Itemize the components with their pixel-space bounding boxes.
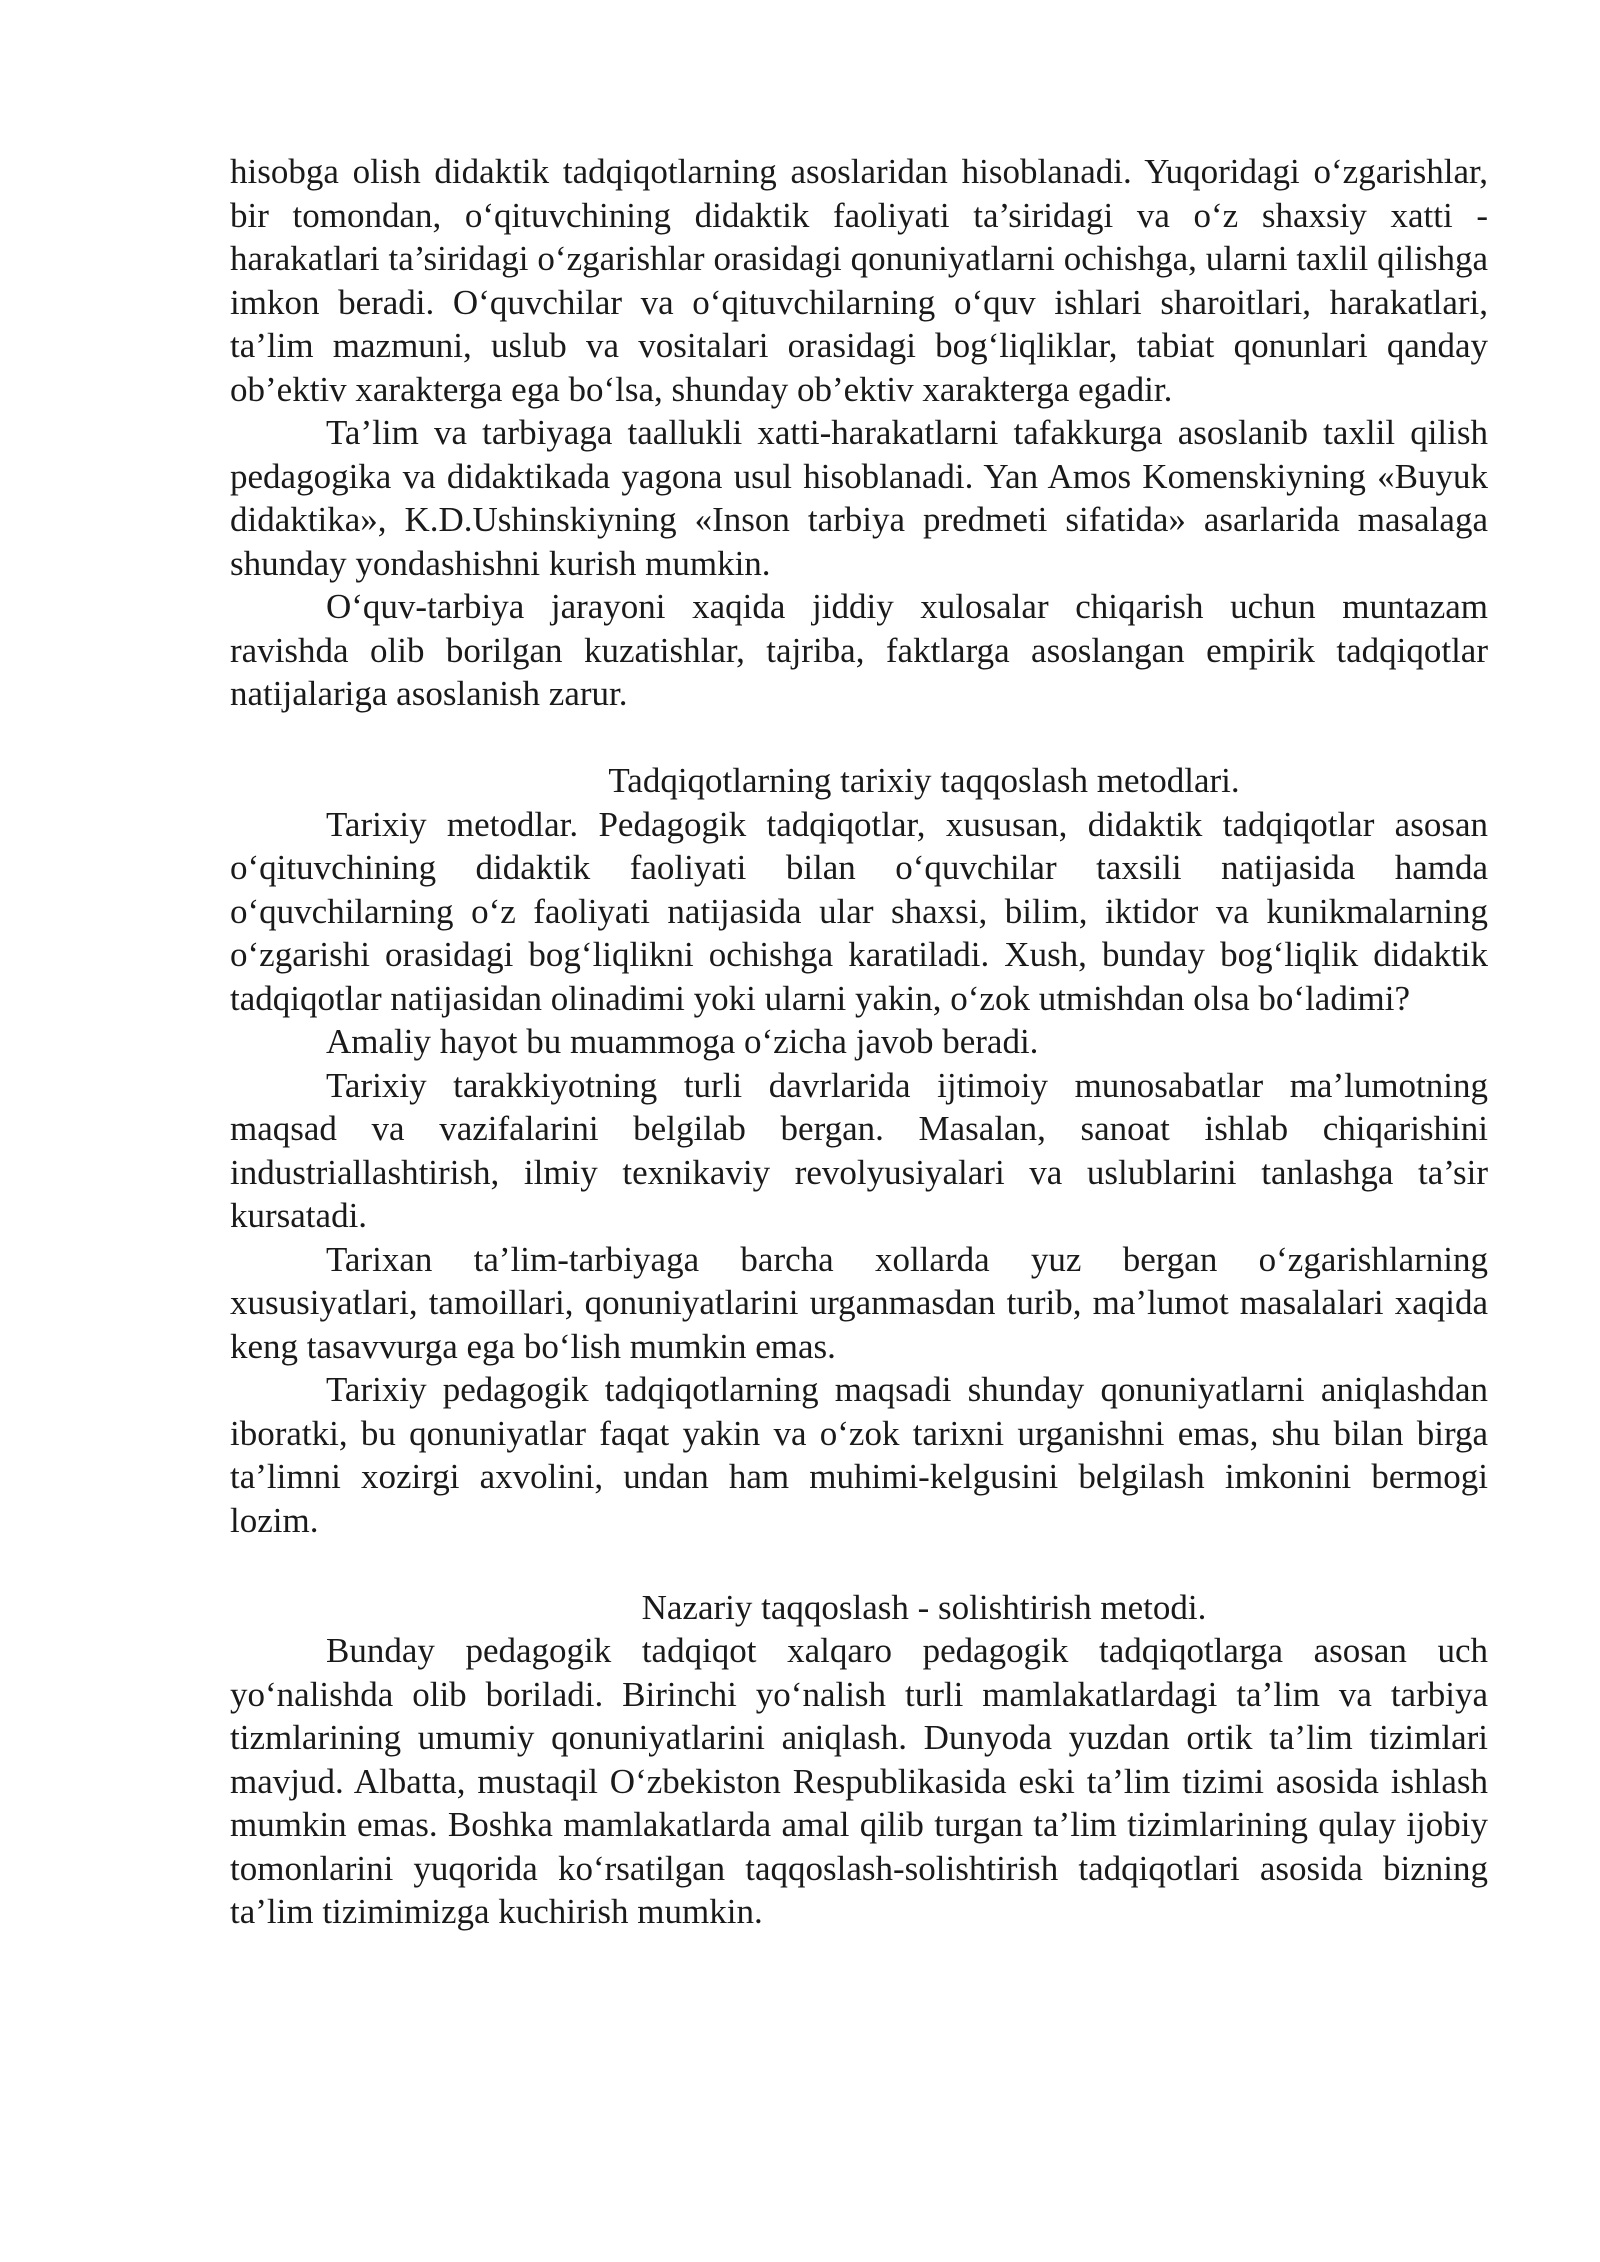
paragraph-continuation: hisobga olish didaktik tadqiqotlarning asoslaridan hisoblanadi. Yuqoridagi o‘zgarishlar, bir tomondan, o‘qituvchining didaktik faoliyati ta’siridagi va o‘z shaxsiy xatti - harakatlari ta’siridagi o‘zgarishlar orasidagi qonuniyatlarni ochishga, ularni taxlil qilishga imkon beradi. O‘quvchilar va o‘qituvchilarning o‘quv ishlari sharoitlari, harakatlari, ta’lim mazmuni, uslub va vositalari orasidagi bog‘liqliklar, tabiat qonunlari qanday ob’ektiv xarakterga ega bo‘lsa, shunday ob’ektiv xarakterga egadir.	[230, 152, 1488, 409]
section-heading-comparative: Nazariy taqqoslash - solishtirish metodi.	[641, 1587, 1207, 1627]
paragraph-tarixan: Tarixan ta’lim-tarbiyaga barcha xollarda yuz bergan o‘zgarishlarning xususiyatlari, tamoillari, qonuniyatlarini urganmasdan turib, ma’lumot masalalari xaqida keng tasavvurga ega bo‘lish mumkin emas.	[230, 1239, 1488, 1366]
section-spacer	[230, 716, 1488, 760]
paragraph-tarixiy-metodlar: Tarixiy metodlar. Pedagogik tadqiqotlar, xususan, didaktik tadqiqotlar asosan o‘qituvchining didaktik faoliyati bilan o‘quvchilar taxsili natijasida hamda o‘quvchilarning o‘z faoliyati natijasida ular shaxsi, bilim, iktidor va kunikmalarning o‘zgarishi orasidagi bog‘liqlikni ochishga karatiladi. Xush, bunday bog‘liqlik didaktik tadqiqotlar natijasidan olinadimi yoki ularni yakin, o‘zok utmishdan olsa bo‘ladimi?	[230, 804, 1488, 1018]
paragraph-tarixiy-tarakkiyot: Tarixiy tarakkiyotning turli davrlarida ijtimoiy munosabatlar ma’lumotning maqsad va vazifalarini belgilab bergan. Masalan, sanoat ishlab chiqarishini industriallashtirish, ilmiy texnikaviy revolyusiyalari va uslublarini tanlashga ta’sir kursatadi.	[230, 1065, 1488, 1235]
paragraph-oquv-tarbiya: O‘quv-tarbiya jarayoni xaqida jiddiy xulosalar chiqarish uchun muntazam ravishda olib borilgan kuzatishlar, tajriba, faktlarga asoslangan empirik tadqiqotlar natijalariga asoslanish zarur.	[230, 587, 1488, 713]
document-page	[230, 150, 1488, 1934]
paragraph-bunday-pedagogik: Bunday pedagogik tadqiqot xalqaro pedagogik tadqiqotlarga asosan uch yo‘nalishda olib boriladi. Birinchi yo‘nalish turli mamlakatlardagi ta’lim va tarbiya tizmlarining umumiy qonuniyatlarini aniqlash. Dunyoda yuzdan ortik ta’lim tizimlari mavjud. Albatta, mustaqil O‘zbekiston Respublikasida eski ta’lim tizimi asosida ishlash mumkin emas. Boshka mamlakatlarda amal qilib turgan ta’lim tizimlarining qulay ijobiy tomonlarini yuqorida ko‘rsatilgan taqqoslash-solishtirish tadqiqotlari asosida bizning ta’lim tizimimizga kuchirish mumkin.	[230, 1631, 1488, 1931]
paragraph-tarixiy-pedagogik: Tarixiy pedagogik tadqiqotlarning maqsadi shunday qonuniyatlarni aniqlashdan iboratki, bu qonuniyatlar faqat yakin va o‘zok tarixni urganishni emas, shu bilan birga ta’limni xozirgi axvolini, undan ham muhimi-kelgusini belgilash imkonini bermogi lozim.	[230, 1370, 1488, 1540]
paragraph-talim-tarbiya: Ta’lim va tarbiyaga taallukli xatti-harakatlarni tafakkurga asoslanib taxlil qilish pedagogika va didaktikada yagona usul hisoblanadi. Yan Amos Komenskiyning «Buyuk didaktika», K.D.Ushinskiyning «Inson tarbiya predmeti sifatida» asarlarida masalaga shunday yondashishni kurish mumkin.	[230, 413, 1488, 583]
section-spacer	[230, 1542, 1488, 1586]
paragraph-amaliy-hayot: Amaliy hayot bu muammoga o‘zicha javob beradi.	[326, 1022, 1039, 1061]
section-heading-historical: Tadqiqotlarning tarixiy taqqoslash metodlari.	[608, 761, 1240, 800]
